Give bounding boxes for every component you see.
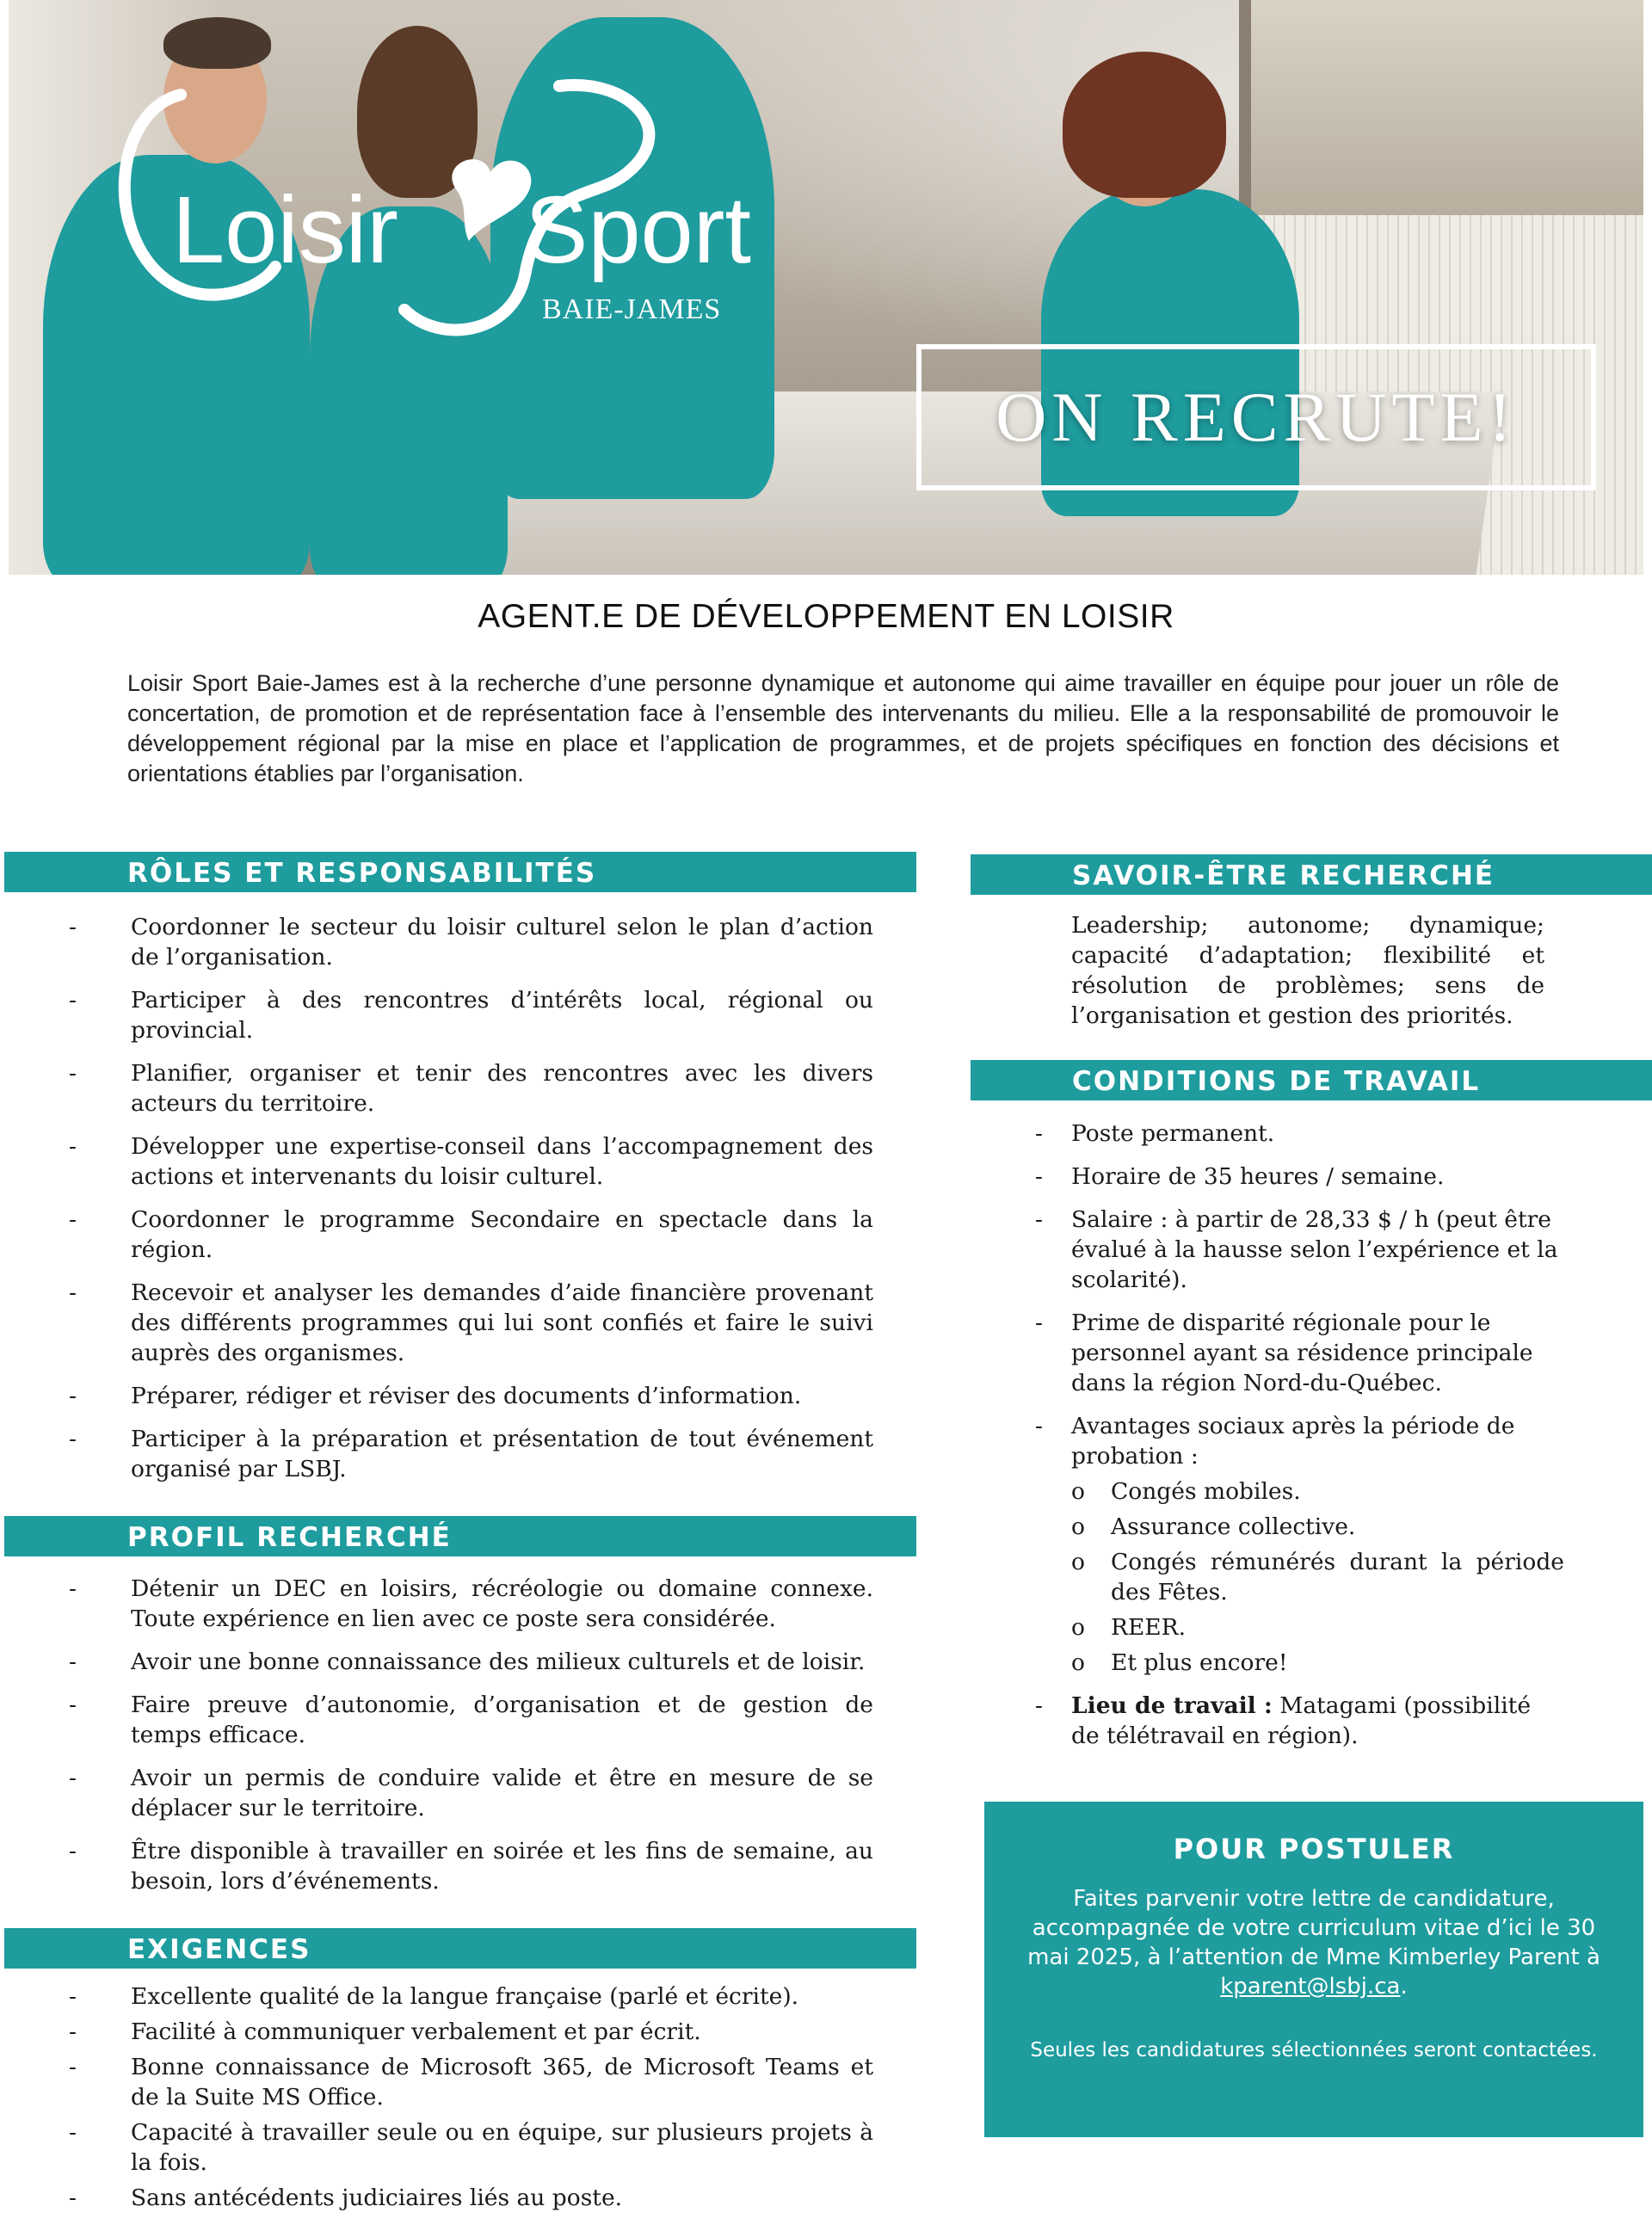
list-item: - Coordonner le secteur du loisir culturel selon le plan d’action de l’organisation. [4,912,873,972]
list-item: - Horaire de 35 heures / semaine. [971,1162,1564,1192]
apply-email-link[interactable]: kparent@lsbj.ca [1220,1974,1401,2000]
list-item: - Salaire : à partir de 28,33 $ / h (peut être évalué à la hausse selon l’expérience et la scolarité). [971,1205,1564,1295]
list-item: - Être disponible à travailler en soirée et les fins de semaine, au besoin, lors d’événements. [4,1836,873,1896]
hero-photo [9,0,1643,575]
list-item: - Avoir un permis de conduire valide et être en mesure de se déplacer sur le territoire. [4,1763,873,1823]
loisir-sport-logo [77,60,783,353]
section-header-savoir: SAVOIR-ÊTRE RECHERCHÉ [971,854,1652,895]
list-item: - Prime de disparité régionale pour le personnel ayant sa résidence principale dans la région Nord-du-Québec. [971,1308,1564,1398]
roles-list [4,912,873,1497]
list-item: - Préparer, rédiger et réviser des documents d’information. [4,1381,873,1411]
logo-word-loisir: Loisir [172,177,398,283]
list-item: - Sans antécédents judiciaires liés au poste. [4,2183,873,2213]
recruiting-banner-text: ON RECRUTE! [996,378,1517,456]
lieu-label: Lieu de travail : [1071,1692,1273,1719]
list-item: - Participer à des rencontres d’intérêts local, régional ou provincial. [4,985,873,1045]
sub-list-item: o Et plus encore! [1071,1648,1564,1678]
logo-graphic [77,60,783,353]
list-item: - Participer à la préparation et présentation de tout événement organisé par LSBJ. [4,1424,873,1484]
list-item: - Développer une expertise-conseil dans l’accompagnement des actions et intervenants du loisir culturel. [4,1131,873,1192]
list-item: - Capacité à travailler seule ou en équipe, sur plusieurs projets à la fois. [4,2117,873,2178]
apply-note: Seules les candidatures sélectionnées seront contactées. [1030,2039,1598,2061]
conditions-list [971,1118,1564,1764]
list-item: - Poste permanent. [971,1118,1564,1149]
avantages-label: Avantages sociaux après la période de probation : [1071,1413,1515,1470]
sub-list-item: o Congés mobiles. [1071,1476,1564,1507]
savoir-text: Leadership; autonome; dynamique; capacité d’adaptation; flexibilité et résolution de problèmes; sens de l’organisation et gestion des priorités. [1071,912,1544,1029]
apply-body [1019,1884,1609,2001]
apply-box [984,1802,1643,2137]
section-header-roles: RÔLES ET RESPONSABILITÉS [4,852,916,892]
list-item: - Avoir une bonne connaissance des milieux culturels et de loisir. [4,1647,873,1677]
list-item: - Détenir un DEC en loisirs, récréologie ou domaine connexe. Toute expérience en lien avec ce poste sera considérée. [4,1574,873,1634]
hero-window [1239,0,1643,224]
sub-list-item: o REER. [1071,1612,1564,1642]
list-item: - Bonne connaissance de Microsoft 365, de Microsoft Teams et de la Suite MS Office. [4,2052,873,2112]
list-item: - Recevoir et analyser les demandes d’aide financière provenant des différents programmes qui lui sont confiés et faire le suivi auprès des organismes. [4,1278,873,1368]
intro-paragraph: Loisir Sport Baie-James est à la recherche d’une personne dynamique et autonome qui aime travailler en équipe pour jouer un rôle de concertation, de promotion et de représentation face à l’ensemble des intervenants du milieu. Elle a la responsabilité de promouvoir le développement régional par la mise en place et l’application de programmes, et de projets spécifiques en fonction des décisions et orientations établies par l’organisation. [127,670,1559,786]
person-4-hair [1063,52,1226,198]
list-item-avantages [971,1411,1564,1678]
section-header-conditions: CONDITIONS DE TRAVAIL [971,1060,1652,1100]
list-item-lieu [971,1691,1564,1751]
list-item: - Planifier, organiser et tenir des rencontres avec les divers acteurs du territoire. [4,1058,873,1118]
exigences-list [4,1981,873,2213]
recruiting-banner [916,344,1596,490]
apply-body-text: Faites parvenir votre lettre de candidature, accompagnée de votre curriculum vitae d’ici le 30 mai 2025, à l’attention de Mme Kimberley Parent à [1027,1886,1600,1970]
list-item: - Facilité à communiquer verbalement et par écrit. [4,2017,873,2047]
logo-word-sport: Sport [525,177,751,283]
list-item: - Coordonner le programme Secondaire en spectacle dans la région. [4,1205,873,1265]
apply-body-end: . [1400,1974,1408,2000]
logo-subtitle: BAIE-JAMES [542,293,722,325]
job-title: AGENT.E DE DÉVELOPPEMENT EN LOISIR [478,598,1174,635]
section-header-exigences: EXIGENCES [4,1928,916,1969]
lieu-text: Matagami (possibilité de télétravail en région). [1071,1692,1532,1749]
list-item: - Faire preuve d’autonomie, d’organisation et de gestion de temps efficace. [4,1690,873,1750]
sub-list-item: o Assurance collective. [1071,1512,1564,1542]
apply-title: POUR POSTULER [1173,1833,1455,1865]
avantages-sublist [1071,1476,1564,1678]
section-header-profil: PROFIL RECHERCHÉ [4,1516,916,1556]
sub-list-item: o Congés rémunérés durant la période des Fêtes. [1071,1547,1564,1607]
list-item: - Excellente qualité de la langue française (parlé et écrite). [4,1981,873,2012]
profil-list [4,1574,873,1909]
